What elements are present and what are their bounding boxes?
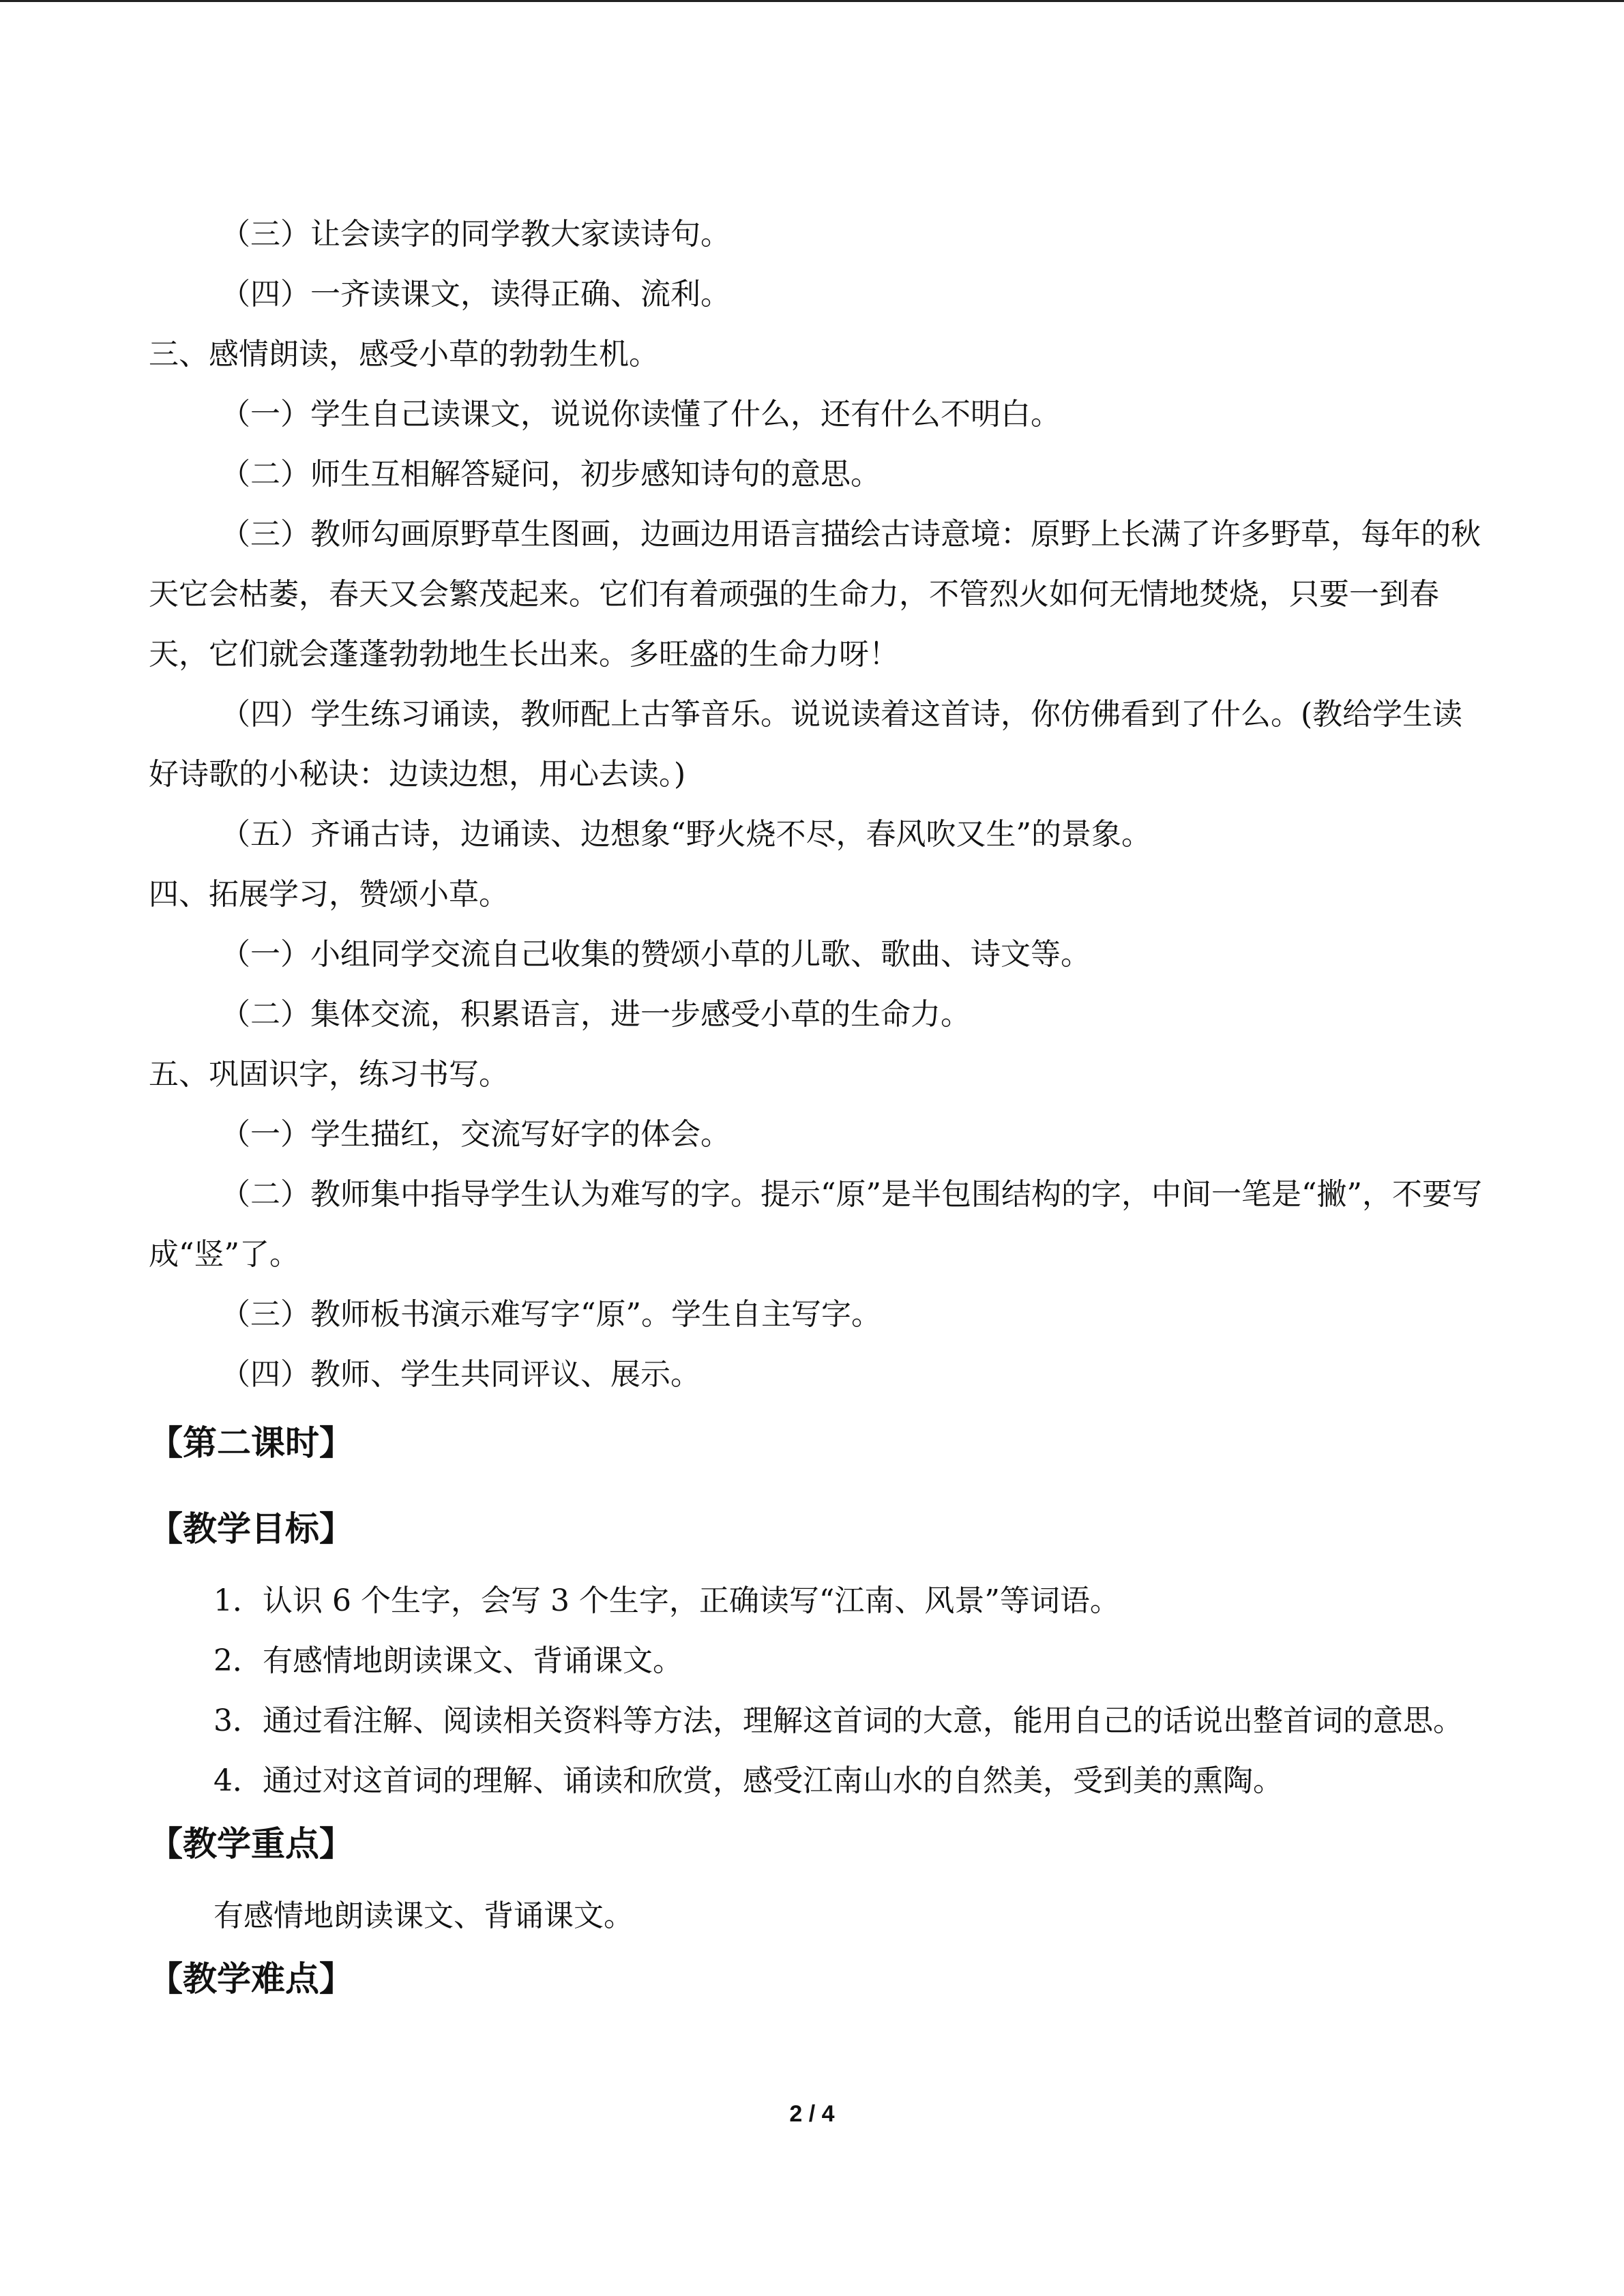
step-2-item-3: （三）让会读字的同学教大家读诗句。 — [220, 217, 730, 252]
goal-3: 3．通过看注解、阅读相关资料等方法，理解这首词的大意，能用自己的话说出整首词的意思。 — [213, 1703, 1463, 1738]
heading-teaching-difficulty: 【教学难点】 — [149, 1959, 353, 1999]
step-3-item-3: （三）教师勾画原野草生图画，边画边用语言描绘古诗意境：原野上长满了许多野草，每年的秋天它会枯萎，春天又会繁茂起来。它们有着顽强的生命力，不管烈火如何无情地焚烧，只要一到春天，它们就会蓬蓬勃勃地生长出来。多旺盛的生命力呀！ — [149, 517, 1481, 672]
page-number: 2 / 4 — [789, 2101, 835, 2127]
step-4-item-1: （一）小组同学交流自己收集的赞颂小草的儿歌、歌曲、诗文等。 — [220, 937, 1091, 972]
step-3-item-4: （四）学生练习诵读，教师配上古筝音乐。说说读着这首诗，你仿佛看到了什么。(教给学生读好诗歌的小秘诀：边读边想，用心去读。) — [149, 697, 1463, 792]
step-3-item-1: （一）学生自己读课文，说说你读懂了什么，还有什么不明白。 — [220, 397, 1061, 432]
step-5-item-2: （二）教师集中指导学生认为难写的字。提示“原”是半包围结构的字，中间一笔是“撇”，不要写成“竖”了。 — [149, 1177, 1482, 1272]
heading-teaching-key-point: 【教学重点】 — [149, 1824, 353, 1864]
key-point-text: 有感情地朗读课文、背诵课文。 — [213, 1898, 634, 1933]
heading-lesson-two: 【第二课时】 — [149, 1423, 353, 1463]
section-4-title: 四、拓展学习，赞颂小草。 — [149, 877, 509, 912]
goal-1: 1．认识 6 个生字，会写 3 个生字，正确读写“江南、风景”等词语。 — [213, 1583, 1120, 1618]
goal-2: 2．有感情地朗读课文、背诵课文。 — [213, 1643, 683, 1678]
step-5-item-3: （三）教师板书演示难写字“原”。学生自主写字。 — [220, 1297, 881, 1332]
step-3-item-2: （二）师生互相解答疑问，初步感知诗句的意思。 — [220, 457, 881, 492]
step-3-item-5: （五）齐诵古诗，边诵读、边想象“野火烧不尽，春风吹又生”的景象。 — [220, 817, 1151, 852]
document-body — [149, 205, 1486, 2012]
section-5-title: 五、巩固识字，练习书写。 — [149, 1057, 509, 1092]
step-5-item-4: （四）教师、学生共同评议、展示。 — [220, 1357, 700, 1392]
goal-4: 4．通过对这首词的理解、诵读和欣赏，感受江南山水的自然美，受到美的熏陶。 — [213, 1763, 1283, 1798]
top-border-line — [0, 0, 1624, 2]
step-2-item-4: （四）一齐读课文，读得正确、流利。 — [220, 277, 730, 312]
section-3-title: 三、感情朗读，感受小草的勃勃生机。 — [149, 337, 659, 372]
heading-teaching-goals: 【教学目标】 — [149, 1509, 353, 1549]
step-5-item-1: （一）学生描红，交流写好字的体会。 — [220, 1117, 730, 1152]
step-4-item-2: （二）集体交流，积累语言，进一步感受小草的生命力。 — [220, 997, 971, 1032]
